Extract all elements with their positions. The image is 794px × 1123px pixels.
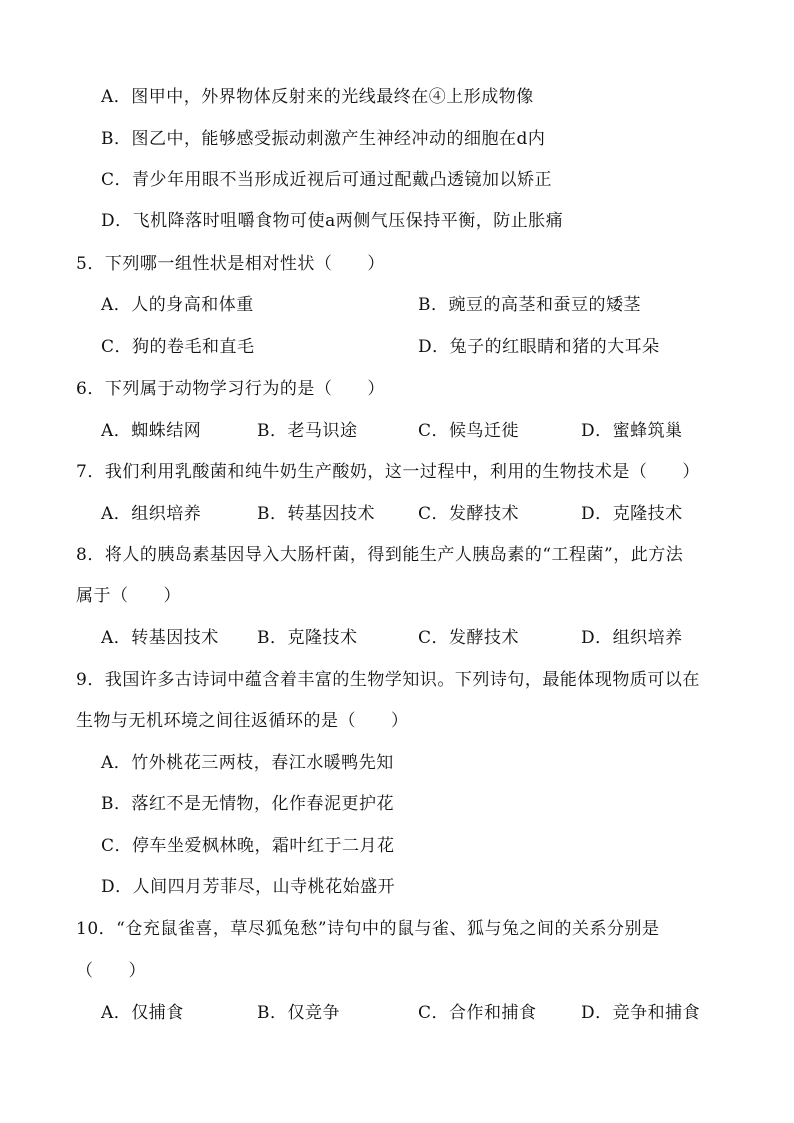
q10-option-a: A．仅捕食: [101, 1003, 184, 1023]
q10-stem-line-2: （ ）: [76, 961, 146, 981]
q9-option-d: D．人间四月芳菲尽，山寺桃花始盛开: [101, 877, 396, 897]
q4-option-d: D．飞机降落时咀嚼食物可使a两侧气压保持平衡，防止胀痛: [101, 211, 564, 231]
q7-option-d: D．克隆技术: [581, 504, 683, 524]
q8-stem-line-2: 属于（ ）: [76, 586, 181, 606]
q6-option-c: C．候鸟迁徙: [418, 421, 520, 441]
q6-option-a: A．蜘蛛结网: [101, 421, 202, 441]
q8-option-d: D．组织培养: [581, 628, 683, 648]
q7-option-b: B．转基因技术: [257, 504, 375, 524]
q6-stem: 6．下列属于动物学习行为的是（ ）: [76, 379, 385, 399]
q5-option-b: B．豌豆的高茎和蚕豆的矮茎: [418, 295, 641, 315]
q6-option-d: D．蜜蜂筑巢: [581, 421, 683, 441]
q4-option-c: C．青少年用眼不当形成近视后可通过配戴凸透镜加以矫正: [101, 170, 553, 190]
q5-stem: 5．下列哪一组性状是相对性状（ ）: [76, 254, 385, 274]
q10-option-c: C．合作和捕食: [418, 1003, 537, 1023]
q8-stem-line-1: 8．将人的胰岛素基因导入大肠杆菌，得到能生产人胰岛素的“工程菌”，此方法: [76, 545, 684, 565]
q5-option-c: C．狗的卷毛和直毛: [101, 337, 255, 357]
q7-option-a: A．组织培养: [101, 504, 202, 524]
q7-option-c: C．发酵技术: [418, 504, 520, 524]
q10-option-b: B．仅竞争: [257, 1003, 340, 1023]
q8-option-b: B．克隆技术: [257, 628, 358, 648]
q6-option-b: B．老马识途: [257, 421, 358, 441]
q9-option-b: B．落红不是无情物，化作春泥更护花: [101, 794, 394, 814]
q10-stem-line-1: 10．“仓充鼠雀喜，草尽狐兔愁”诗句中的鼠与雀、狐与兔之间的关系分别是: [76, 919, 660, 939]
q5-option-d: D．兔子的红眼睛和猪的大耳朵: [418, 337, 660, 357]
q9-option-c: C．停车坐爱枫林晚，霜叶红于二月花: [101, 836, 395, 856]
q8-option-c: C．发酵技术: [418, 628, 520, 648]
q9-stem-line-2: 生物与无机环境之间往返循环的是（ ）: [76, 711, 409, 731]
q7-stem: 7．我们利用乳酸菌和纯牛奶生产酸奶，这一过程中，利用的生物技术是（ ）: [76, 462, 700, 482]
q4-option-a: A．图甲中，外界物体反射来的光线最终在④上形成物像: [101, 87, 534, 107]
q10-option-d: D．竞争和捕食: [581, 1003, 701, 1023]
q4-option-b: B．图乙中，能够感受振动刺激产生神经冲动的细胞在d内: [101, 129, 546, 149]
q9-option-a: A．竹外桃花三两枝，春江水暖鸭先知: [101, 753, 394, 773]
q5-option-a: A．人的身高和体重: [101, 295, 254, 315]
q9-stem-line-1: 9．我国许多古诗词中蕴含着丰富的生物学知识。下列诗句，最能体现物质可以在: [76, 670, 700, 690]
q8-option-a: A．转基因技术: [101, 628, 219, 648]
